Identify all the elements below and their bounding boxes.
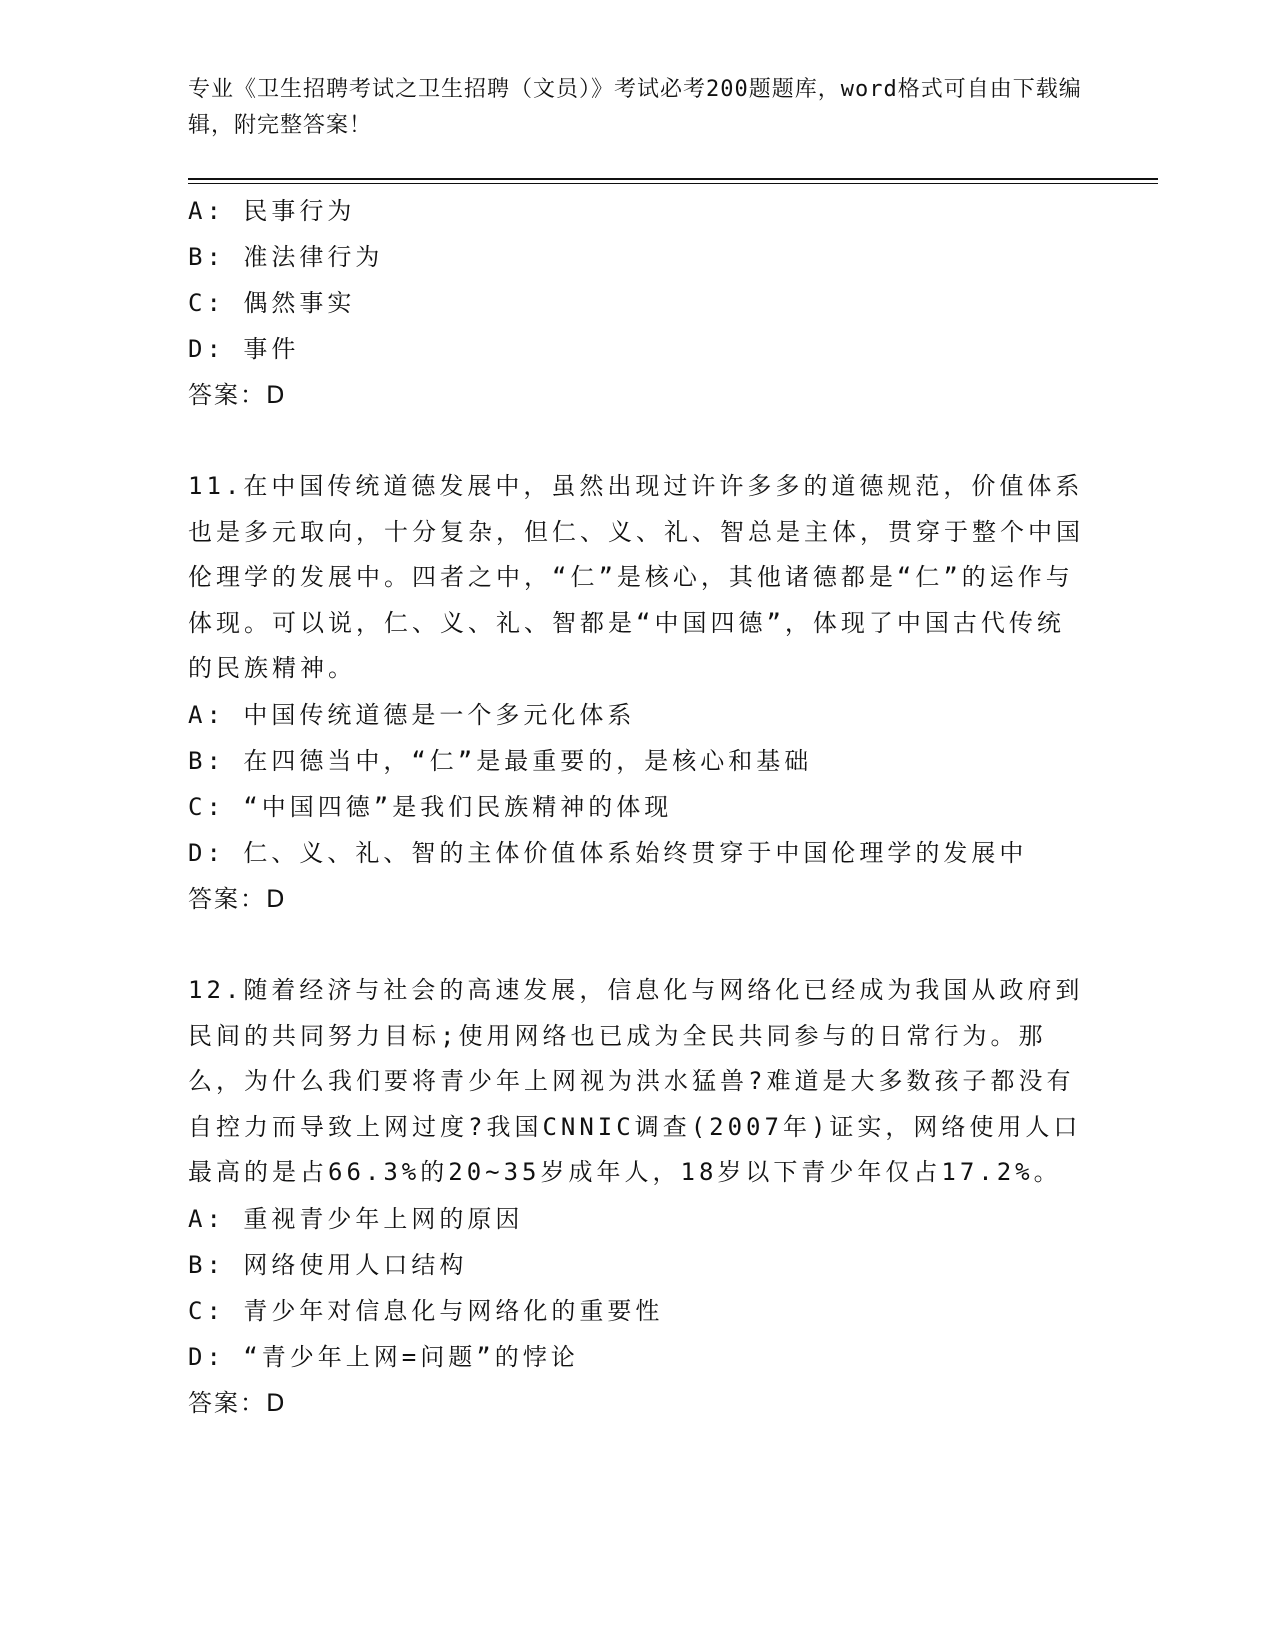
question-list — [188, 188, 1088, 1426]
document-header: 专业《卫生招聘考试之卫生招聘（文员）》考试必考200题题库，word格式可自由下载编辑，附完整答案！ — [188, 77, 1082, 138]
question-stem — [188, 464, 1088, 692]
answer-line: 答案：D — [188, 381, 287, 409]
option-d: D: “青少年上网=问题”的悖论 — [188, 1342, 579, 1371]
question-text: 在中国传统道德发展中，虽然出现过许许多多的道德规范，价值体系也是多元取向，十分复杂，但仁、义、礼、智总是主体，贯穿于整个中国伦理学的发展中。四者之中，“仁”是核心，其他诸德都是“仁”的运作与体现。可以说，仁、义、礼、智都是“中国四德”，体现了中国古代传统的民族精神。 — [188, 472, 1084, 683]
option-c: C: 青少年对信息化与网络化的重要性 — [188, 1296, 664, 1325]
question-number: 11. — [188, 472, 244, 500]
option-a: A: 民事行为 — [188, 197, 356, 225]
question-block-10 — [188, 188, 1088, 418]
spacer — [188, 922, 1088, 968]
answer-line: 答案：D — [188, 884, 287, 913]
option-d: D: 仁、义、礼、智的主体价值体系始终贯穿于中国伦理学的发展中 — [188, 838, 1028, 867]
question-number: 12. — [188, 975, 244, 1004]
question-stem — [188, 968, 1088, 1196]
option-c: C: “中国四德”是我们民族精神的体现 — [188, 792, 673, 821]
question-text: 随着经济与社会的高速发展，信息化与网络化已经成为我国从政府到民间的共同努力目标;使用网络也已成为全民共同参与的日常行为。那么，为什么我们要将青少年上网视为洪水猛兽?难道是大多数孩子都没有自控力而导致上网过度?我国CNNIC调查(2007年)证实，网络使用人口最高的是占66.3%的20~35岁成年人，18岁以下青少年仅占17.2%。 — [188, 975, 1084, 1187]
answer-line: 答案：D — [188, 1388, 287, 1417]
option-b: B: 准法律行为 — [188, 243, 384, 271]
question-block-12 — [188, 968, 1088, 1426]
header-rule-thin — [188, 183, 1158, 184]
spacer — [188, 418, 1088, 464]
option-a: A: 中国传统道德是一个多元化体系 — [188, 700, 636, 729]
option-a: A: 重视青少年上网的原因 — [188, 1204, 524, 1233]
option-b: B: 在四德当中，“仁”是最重要的，是核心和基础 — [188, 746, 813, 775]
option-b: B: 网络使用人口结构 — [188, 1250, 468, 1279]
option-d: D: 事件 — [188, 335, 300, 363]
question-block-11 — [188, 464, 1088, 922]
option-c: C: 偶然事实 — [188, 289, 356, 317]
header-rule-thick — [188, 178, 1158, 180]
